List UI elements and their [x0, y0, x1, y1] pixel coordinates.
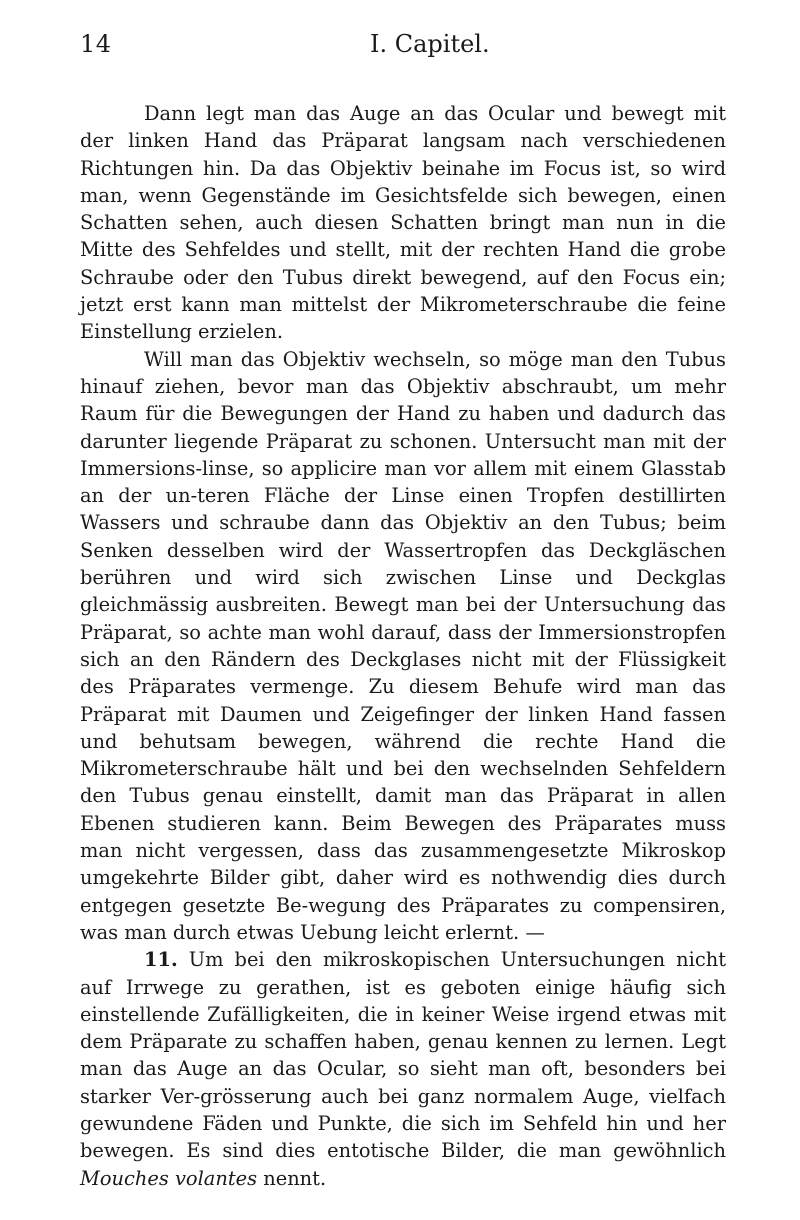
paragraph-3-text-before: Um bei den mikroskopischen Untersuchungen nicht auf Irrwege zu gerathen, ist es geboten einige häufig sich einstellende Zufälligkeiten, die in keiner Weise irgend etwas mit dem Präparate zu schaffen haben, genau kennen zu lernen. Legt man das Auge an das Ocular, so sieht man oft, besonders bei starker Ver-grösserung auch bei ganz normalem Auge, vielfach gewundene Fäden und Punkte, die sich im Sehfeld hin und her bewegen. Es sind dies entotische Bilder, die man gewöhnlich [80, 948, 726, 1163]
body-text [80, 100, 726, 1192]
page-header [80, 30, 726, 70]
italic-term: Mouches volantes [80, 1166, 258, 1190]
paragraph-3-text-after: nennt. [257, 1166, 327, 1190]
paragraph-2: Will man das Objektiv wechseln, so möge man den Tubus hinauf ziehen, bevor man das Objektiv abschraubt, um mehr Raum für die Bewegungen der Hand zu haben und dadurch das darunter liegende Präparat zu schonen. Untersucht man mit der Immersions-linse, so applicire man vor allem mit einem Glasstab an der un-teren Fläche der Linse einen Tropfen destillirten Wassers und schraube dann das Objektiv an den Tubus; beim Senken desselben wird der Wassertropfen das Deckgläschen berühren und wird sich zwischen Linse und Deckglas gleichmässig ausbreiten. Bewegt man bei der Untersuchung das Präparat, so achte man wohl darauf, dass der Immersionstropfen sich an den Rändern des Deckglases nicht mit der Flüssigkeit des Präparates vermenge. Zu diesem Behufe wird man das Präparat mit Daumen und Zeigefinger der linken Hand fassen und behutsam bewegen, während die rechte Hand die Mikrometerschraube hält und bei den wechselnden Sehfeldern den Tubus genau einstellt, damit man das Präparat in allen Ebenen studieren kann. Beim Bewegen des Präparates muss man nicht vergessen, dass das zusammengesetzte Mikroskop umgekehrte Bilder gibt, daher wird es nothwendig dies durch entgegen gesetzte Be-wegung des Präparates zu compensiren, was man durch etwas Uebung leicht erlernt. — [80, 347, 726, 944]
section-number: 11. [144, 948, 178, 972]
running-head: I. Capitel. [370, 30, 490, 58]
paragraph-1: Dann legt man das Auge an das Ocular und bewegt mit der linken Hand das Präparat langsam nach verschiedenen Richtungen hin. Da das Objektiv beinahe im Focus ist, so wird man, wenn Gegenstände im Gesichtsfelde sich bewegen, einen Schatten sehen, auch diesen Schatten bringt man nun in die Mitte des Sehfeldes und stellt, mit der rechten Hand die grobe Schraube oder den Tubus direkt bewegend, auf den Focus ein; jetzt erst kann man mittelst der Mikrometerschraube die feine Einstellung erzielen. [80, 102, 726, 344]
page-number: 14 [80, 30, 112, 58]
paragraph-3 [80, 946, 726, 1192]
